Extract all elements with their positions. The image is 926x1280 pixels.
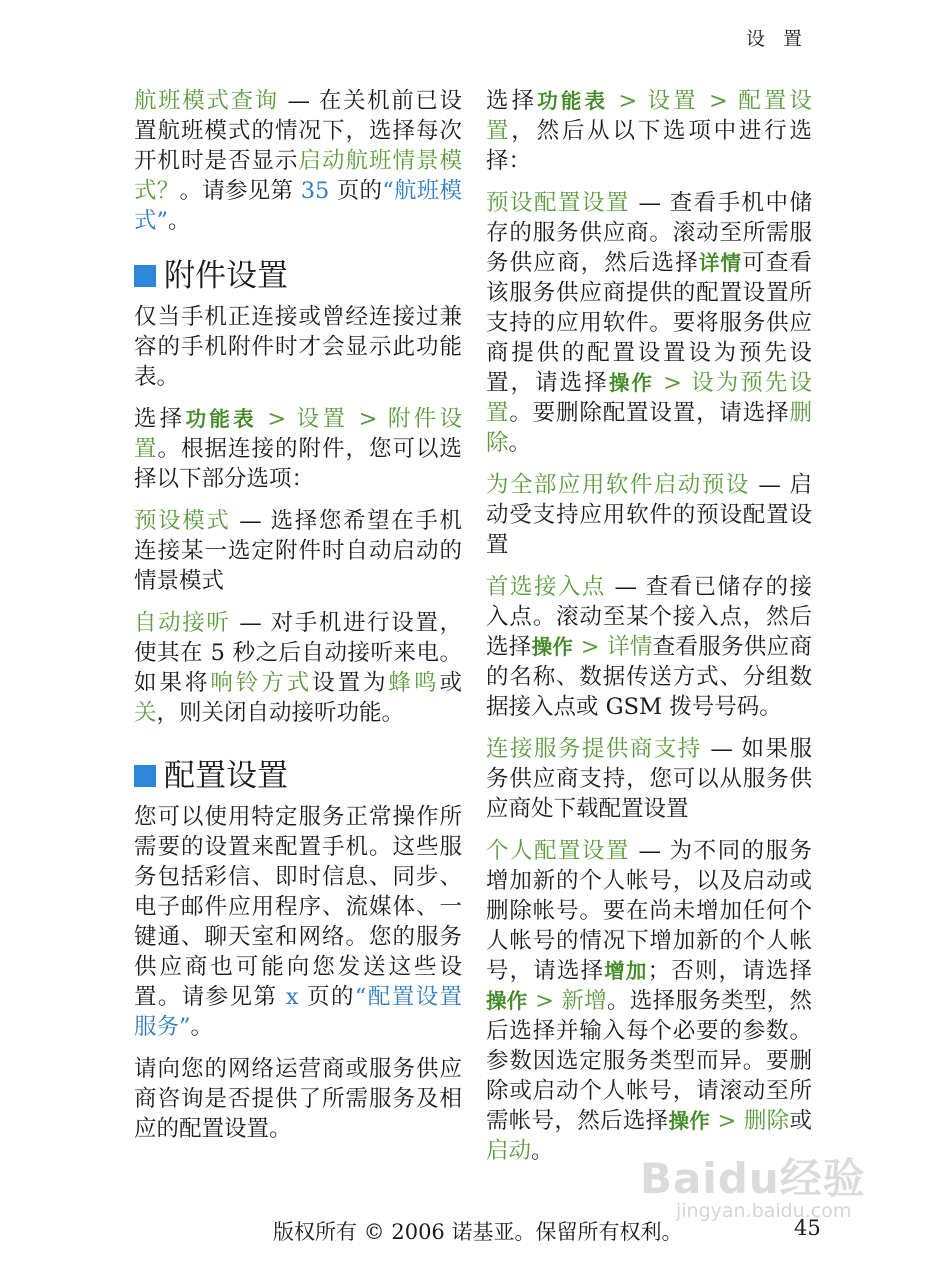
left-column	[134, 86, 462, 1156]
term-access-point: 首选接入点	[486, 574, 606, 600]
menu-path-settings: 设置	[296, 406, 349, 432]
paragraph-accessory-intro: 仅当手机正连接或曾经连接过兼容的手机附件时才会显示此功能表。	[134, 304, 462, 390]
paragraph-default-config: 预设配置设置 — 查看手机中储存的服务供应商。滚动至所需服务供应商，然后选择详情可查看该服务供应商提供的配置设置所支持的应用软件。要将服务供应商提供的配置设置设为预先设置，请选择操作 > 设为预先设置。要删除配置设置，请选择删除。	[486, 190, 812, 456]
config-service-link[interactable]: “配置设置服务”	[134, 984, 462, 1040]
paragraph-auto-answer: 自动接听 — 对手机进行设置，使其在 5 秒之后自动接听来电。如果将响铃方式设置为蜂鸣或关，则关闭自动接听功能。	[134, 610, 462, 726]
term-personal-config: 个人配置设置	[486, 838, 630, 864]
watermark-url: jingyan.baidu.com	[676, 1200, 852, 1222]
page-ref-link[interactable]: 35	[300, 178, 330, 204]
menu-path-functions: 功能表	[185, 407, 257, 431]
right-column	[486, 86, 812, 1178]
term-flight-query: 航班模式查询	[134, 88, 279, 114]
page-ref-link[interactable]: x	[285, 984, 299, 1010]
term-default-config: 预设配置设置	[486, 190, 630, 216]
paragraph-enable-default: 为全部应用软件启动预设 — 启动受支持应用软件的预设配置设置	[486, 472, 812, 558]
flight-mode-link[interactable]: “航班模式”	[134, 178, 462, 234]
paragraph-provider-support: 连接服务提供商支持 — 如果服务供应商支持，您可以从服务供应商处下载配置设置	[486, 736, 812, 822]
menu-path-config: 配置设置	[486, 88, 812, 144]
paragraph-config-path: 选择功能表 > 设置 > 配置设置，然后从以下选项中进行选择：	[486, 88, 812, 174]
menu-path-settings: 设置	[647, 88, 699, 114]
section-heading-config: 配置设置	[134, 756, 462, 796]
menu-path-functions: 功能表	[537, 89, 609, 113]
running-header: 设 置	[745, 28, 808, 50]
term-default-mode: 预设模式	[134, 508, 231, 534]
footer-copyright: 版权所有 © 2006 诺基亚。保留所有权利。	[273, 1220, 683, 1244]
term-provider-support: 连接服务提供商支持	[486, 736, 702, 762]
paragraph-flight-query: 航班模式查询 — 在关机前已设置航班模式的情况下，选择每次开机时是否显示启动航班情景模式？。请参见第 35 页的“航班模式”。	[134, 88, 462, 234]
paragraph-config-intro: 您可以使用特定服务正常操作所需要的设置来配置手机。这些服务包括彩信、即时信息、同步、电子邮件应用程序、流媒体、一键通、聊天室和网络。您的服务供应商也可能向您发送这些设置。请参见第 x 页的“配置设置服务”。	[134, 804, 462, 1040]
heading-square-icon	[134, 265, 156, 287]
term-enable-default: 为全部应用软件启动预设	[486, 472, 750, 498]
heading-square-icon	[134, 765, 156, 787]
term-start-flight: 启动航班情景模式？	[134, 148, 462, 204]
menu-path-accessory: 附件设置	[134, 406, 462, 462]
paragraph-access-point: 首选接入点 — 查看已储存的接入点。滚动至某个接入点，然后选择操作 > 详情查看服务供应商的名称、数据传送方式、分组数据接入点或 GSM 拨号号码。	[486, 574, 812, 720]
paragraph-accessory-path: 选择功能表 > 设置 > 附件设置。根据连接的附件，您可以选择以下部分选项：	[134, 406, 462, 492]
paragraph-personal-config: 个人配置设置 — 为不同的服务增加新的个人帐号，以及启动或删除帐号。要在尚未增加任何个人帐号的情况下增加新的个人帐号，请选择增加；否则，请选择操作 > 新增。选择服务类型，然后选择并输入每个必要的参数。参数因选定服务类型而异。要删除或启动个人帐号，请滚动至所需帐号，然后选择操作 > 删除或启动。	[486, 838, 812, 1164]
watermark-logo: Baidu经验	[640, 1154, 866, 1203]
page-number: 45	[794, 1216, 821, 1240]
section-heading-accessory: 附件设置	[134, 256, 462, 296]
term-auto-answer: 自动接听	[134, 610, 231, 636]
paragraph-config-consult: 请向您的网络运营商或服务供应商咨询是否提供了所需服务及相应的配置设置。	[134, 1056, 462, 1142]
paragraph-default-mode: 预设模式 — 选择您希望在手机连接某一选定附件时自动启动的情景模式	[134, 508, 462, 594]
